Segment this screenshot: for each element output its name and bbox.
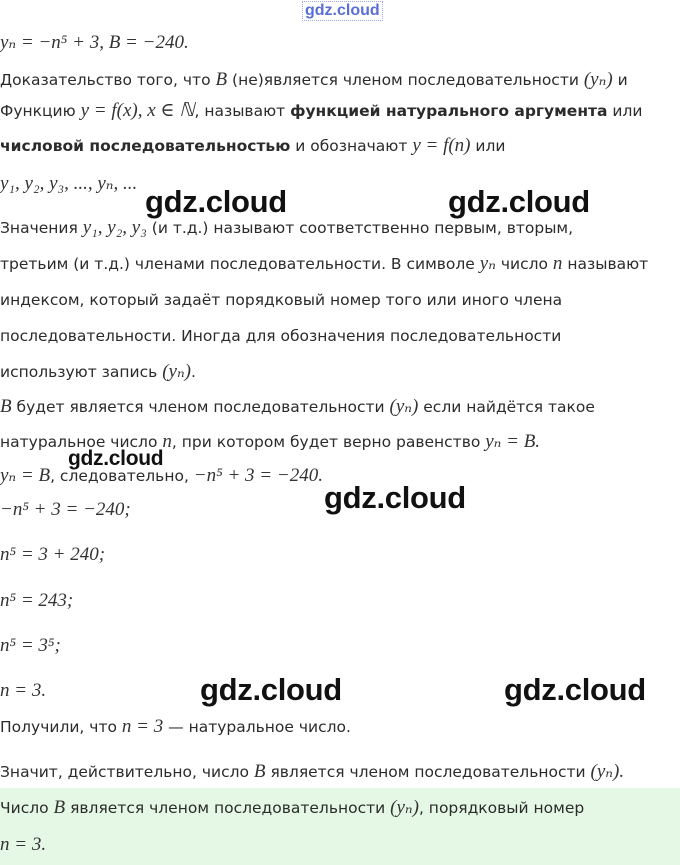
equation: n⁵ = 3⁵; (0, 635, 61, 656)
text-fragment: является членом последовательности (65, 799, 391, 817)
watermark-top: gdz.cloud (302, 1, 383, 21)
math-fragment: yₙ = B. (485, 431, 541, 452)
text-line-10 (0, 362, 196, 382)
math-fragment: yₙ = B (0, 465, 51, 486)
text-line-4 (0, 136, 505, 156)
text-line-8 (0, 290, 562, 310)
text-fragment: , порядковый номер (418, 799, 585, 817)
answer-line-2 (0, 835, 46, 855)
watermark: gdz.cloud (504, 672, 646, 707)
text-fragment: последовательности. Иногда для обозначения последовательности (0, 327, 562, 345)
text-fragment: Значения (0, 219, 83, 237)
equation-line-5 (0, 681, 46, 701)
text-fragment: (не)является членом последовательности (227, 71, 584, 89)
sequence-line (0, 174, 137, 194)
watermark: gdz.cloud (200, 672, 342, 707)
text-fragment: . (191, 363, 196, 381)
equation-line-2 (0, 545, 105, 565)
text-fragment: , следовательно, (50, 467, 194, 485)
text-fragment: используют запись (0, 363, 163, 381)
text-fragment: будет является членом последовательности (11, 398, 390, 416)
equation: n⁵ = 3 + 240; (0, 544, 106, 565)
math-fragment: B (0, 396, 12, 417)
math-fragment: y₁, y₂, y₃, ..., yₙ, ... (0, 173, 138, 194)
math-fragment: B (215, 69, 228, 90)
math-fragment: n = 3. (0, 834, 47, 855)
text-line-9 (0, 326, 561, 346)
equation-line-3 (0, 591, 73, 611)
math-fragment: n (162, 431, 172, 452)
text-line-20 (0, 762, 624, 782)
given-formula: yₙ = −n⁵ + 3, B = −240. (0, 32, 189, 53)
text-fragment: Доказательство того, что (0, 71, 216, 89)
math-fragment: (yₙ) (389, 396, 419, 417)
math-fragment: −n⁵ + 3 = −240. (193, 465, 323, 486)
bold-term: числовой последовательностью (0, 137, 291, 155)
text-line-2 (0, 70, 628, 90)
text-fragment: или (607, 102, 643, 120)
text-fragment: индексом, который задаёт порядковый номер того или иного члена (0, 291, 563, 309)
text-fragment: и (612, 71, 628, 89)
bold-term: функцией натурального аргумента (290, 102, 608, 120)
text-fragment: Значит, действительно, число (0, 763, 254, 781)
math-fragment: B (53, 797, 66, 818)
text-line-7 (0, 254, 648, 274)
text-fragment: число (495, 255, 553, 273)
text-fragment: если найдётся такое (418, 398, 595, 416)
equation-line-4 (0, 636, 61, 656)
text-fragment: называют (562, 255, 649, 273)
text-fragment: (и т.д.) называют соответственно первым, вторым, (146, 219, 574, 237)
math-fragment: n = 3 (121, 716, 164, 737)
text-fragment: третьим (и т.д.) членами последовательности. В символе (0, 255, 480, 273)
equation-line-1 (0, 500, 131, 520)
text-fragment: Число (0, 799, 54, 817)
text-fragment: и обозначают (290, 137, 413, 155)
watermark: gdz.cloud (448, 184, 590, 219)
answer-line-1 (0, 798, 584, 818)
text-fragment: Получили, что (0, 718, 122, 736)
equation: n⁵ = 243; (0, 590, 74, 611)
text-fragment: является членом последовательности (265, 763, 591, 781)
text-line-13 (0, 466, 323, 486)
watermark: gdz.cloud (324, 480, 466, 515)
math-fragment: yₙ (479, 253, 496, 274)
text-fragment: натуральное число (0, 433, 163, 451)
math-fragment: n (552, 253, 563, 274)
text-line-19 (0, 717, 351, 737)
text-fragment: , при котором будет верно равенство (171, 433, 486, 451)
equation: −n⁵ + 3 = −240; (0, 499, 131, 520)
given-line (0, 33, 189, 53)
text-line-11 (0, 397, 595, 417)
math-fragment: y = f(x), x ∈ ℕ (80, 100, 195, 121)
math-fragment: (yₙ). (590, 761, 625, 782)
math-fragment: y = f(n) (412, 135, 471, 156)
math-fragment: (yₙ) (583, 69, 613, 90)
text-fragment: Функцию (0, 102, 81, 120)
watermark: gdz.cloud (145, 184, 287, 219)
math-fragment: y₁, y₂, y₃ (82, 217, 147, 238)
text-line-6 (0, 218, 573, 238)
watermark: gdz.cloud (68, 447, 164, 470)
math-fragment: B (253, 761, 266, 782)
text-fragment: , называют (194, 102, 291, 120)
text-fragment: — натуральное число. (163, 718, 351, 736)
equation: n = 3. (0, 680, 47, 701)
math-fragment: (yₙ) (162, 361, 192, 382)
text-line-3 (0, 101, 642, 121)
math-fragment: (yₙ) (390, 797, 419, 818)
text-fragment: или (470, 137, 506, 155)
